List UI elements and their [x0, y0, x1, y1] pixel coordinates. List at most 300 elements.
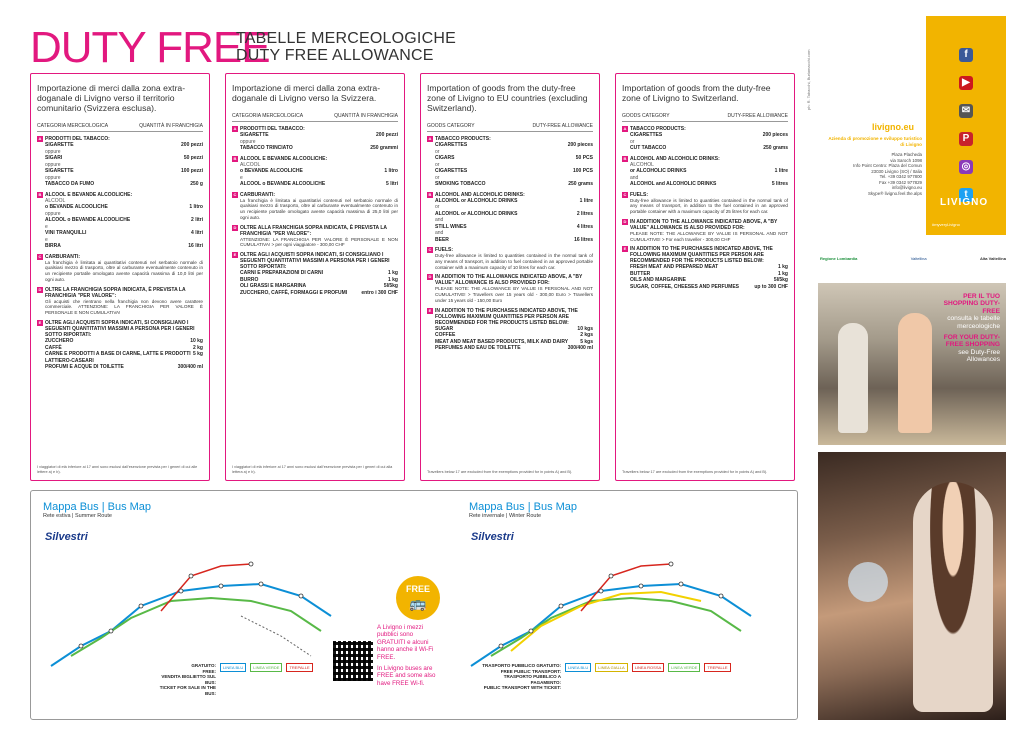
section-text: Duty-free allowance is limited to quantities contained in the normal tank of any means of transport, in addition to the fuel contained in an approved portable container with a maximum capacity of 25 litres for each car.: [630, 197, 788, 215]
section-heading: [622, 192, 788, 198]
contact-line: 23030 Livigno (SO) / Italia: [871, 168, 922, 174]
row-item: oppure: [45, 161, 61, 168]
section-heading-text: ALCOHOL AND ALCOHOLIC DRINKS:: [435, 191, 525, 198]
person-figure: [838, 323, 868, 433]
col-category: CATEGORIA MERCEOLOGICA: [232, 113, 304, 119]
row-item: CARNI E PREPARAZIONI DI CARNI: [240, 270, 323, 277]
row-item: SUGAR, COFFEE, CHEESES AND PERFUMES: [630, 283, 739, 290]
line-chip-green: LINEA VERDE: [250, 663, 282, 672]
table-row: [37, 243, 203, 250]
promo-en-pink: FOR YOUR DUTY-FREE SHOPPING: [943, 334, 1000, 349]
summer-legend: [156, 663, 346, 696]
section-badge: E: [38, 320, 42, 326]
section-heading: [37, 254, 203, 260]
legend-label: TRASPORTO PUBBLICO GRATUITO:: [482, 663, 561, 668]
contact-line[interactable]: info@livigno.eu: [891, 185, 922, 190]
section-heading: [232, 192, 398, 198]
section-heading: [232, 252, 398, 270]
row-value: 50 pezzi: [183, 155, 203, 161]
section-badge: A: [428, 136, 432, 141]
row-value: 200 pezzi: [376, 132, 398, 138]
section-badge: B: [38, 191, 42, 197]
row-value: 4 litres: [576, 223, 593, 230]
summer-map-header: [43, 501, 151, 519]
panel-it-to-ch: [225, 73, 405, 481]
contact-line: Fax +39 0342 977829: [879, 179, 922, 185]
org-name: Azienda di promozione e sviluppo turistico di Livigno: [828, 136, 922, 147]
row-item: MEAT AND MEAT BASED PRODUCTS, MILK AND DAIRY: [435, 338, 569, 345]
line-chip-trepalle: TREPALLE: [286, 663, 312, 672]
section-heading: [427, 274, 593, 286]
row-item: ALCOHOL and ALCOHOLIC DRINKS: [630, 181, 717, 187]
instagram-icon[interactable]: ◎: [959, 160, 973, 174]
livigno-logo: LIVIGNO: [940, 197, 989, 208]
summer-blue-line: [51, 584, 331, 666]
section-badge: A: [233, 126, 237, 131]
row-item: COFFEE: [435, 332, 456, 339]
allowance-section: [232, 252, 398, 296]
row-item: BUTTER: [630, 270, 651, 277]
row-value: 300/400 ml: [567, 345, 593, 352]
row-item: ALCOOL: [240, 161, 261, 168]
section-heading-text: OLTRE AGLI ACQUISTI SOPRA INDICATI, SI CONSIGLIANO I SEGUENTI QUANTITATIVI MASSIMI A PERSONA PER I GENERI SOTTO RIPORTATI:: [240, 252, 390, 271]
row-value: 200 pezzi: [181, 142, 203, 148]
row-value: 1 kg: [777, 264, 788, 271]
facebook-icon[interactable]: f: [959, 48, 973, 62]
row-value: 100 pezzi: [181, 168, 203, 174]
legend-label: FREE:: [202, 668, 216, 674]
legend-label: PUBLIC TRANSPORT WITH TICKET:: [483, 685, 561, 690]
winter-map-subtitle: Rete invernale | Winter Route: [469, 513, 542, 519]
section-heading: [622, 219, 788, 231]
allowance-section: [427, 192, 593, 244]
row-value: 250 g: [190, 181, 203, 187]
summer-green-line: [71, 598, 321, 656]
section-heading-text: PRODOTTI DEL TABACCO:: [45, 136, 110, 142]
winter-map-title: Mappa Bus | Bus Map: [469, 501, 578, 513]
allowance-section: [232, 192, 398, 221]
allowance-section: [622, 156, 788, 188]
row-item: CIGARETTES: [630, 132, 663, 138]
section-heading-text: OLTRE ALLA FRANCHIGIA SOPRA INDICATA, È PREVISTA LA FRANCHIGIA "PER VALORE":: [240, 224, 387, 237]
row-item: SIGARETTE: [45, 168, 74, 174]
section-heading: [37, 320, 203, 338]
row-item: e: [45, 223, 48, 230]
row-value: 2 kg: [192, 344, 203, 351]
table-row: [427, 345, 593, 352]
contact-block: [826, 152, 922, 196]
section-badge: C: [623, 191, 627, 197]
section-heading: [427, 136, 593, 142]
legend-label: TRASPORTO PUBBLICO A PAGAMENTO:: [503, 674, 561, 685]
allowance-section: [37, 192, 203, 250]
allowance-section: [37, 287, 203, 316]
section-heading-text: CARBURANTI:: [240, 191, 275, 198]
summer-map-title: Mappa Bus | Bus Map: [43, 501, 152, 513]
allowance-section: [232, 126, 398, 152]
line-chip-trepalle: TREPALLE: [704, 663, 730, 672]
legend-label: FREE PUBLIC TRANSPORT:: [500, 668, 561, 674]
allowance-section: [622, 126, 788, 152]
table-row: [622, 145, 788, 152]
table-row: [232, 181, 398, 188]
row-item: SMOKING TOBACCO: [435, 181, 486, 187]
section-heading: [622, 156, 788, 162]
table-header: [232, 113, 398, 122]
row-item: oppure: [45, 148, 61, 155]
col-allowance: DUTY-FREE ALLOWANCE: [727, 113, 788, 119]
row-item: SIGARI: [45, 155, 63, 161]
row-item: oppure: [240, 138, 256, 145]
row-value: 250 grams: [568, 181, 593, 187]
row-value: 1 kg: [777, 270, 788, 277]
panel-footnote: Travellers below 17 are excluded from the exemptions provided for in points A) and B).: [622, 470, 768, 475]
row-item: OILS AND MARGARINE: [630, 277, 686, 284]
row-item: BEER: [435, 236, 449, 243]
section-heading: [622, 126, 788, 132]
panel-title: Importazione di merci dalla zona extra-doganale di Livigno verso il territorio comunitario (Svizzera esclusa).: [37, 83, 186, 113]
allowance-section: [37, 254, 203, 283]
section-heading-text: IN ADDITION TO THE PURCHASES INDICATED ABOVE, THE FOLLOWING MAXIMUM QUANTITIES PER PERSON ARE RECOMMENDED FOR THE PRODUCTS LISTED BELOW:: [630, 246, 773, 265]
row-item: TABACCO DA FUMO: [45, 181, 95, 187]
qr-code[interactable]: [333, 641, 373, 681]
product-display: [848, 562, 888, 602]
row-value: 300/400 ml: [177, 364, 203, 371]
section-badge: D: [38, 286, 42, 292]
row-item: and: [630, 174, 639, 181]
hashtag: #myveryLivigno: [932, 222, 960, 227]
section-heading-text: TABACCO PRODUCTS:: [435, 136, 491, 142]
table-header: [37, 123, 203, 132]
row-value: 16 litri: [188, 243, 203, 249]
line-chip-green: LINEA VERDE: [668, 663, 700, 672]
panel-footnote: I viaggiatori di età inferiore ai 17 anni sono esclusi dall'esenzione prevista per i generi di cui alla lettera a) e b).: [232, 465, 393, 475]
row-value: 50 PCS: [575, 155, 593, 161]
row-value: 5 kg: [192, 351, 203, 358]
section-badge: B: [428, 191, 432, 197]
section-badge: A: [623, 126, 627, 131]
allowance-section: [622, 192, 788, 215]
col-allowance: DUTY-FREE ALLOWANCE: [532, 123, 593, 129]
panel-en-to-eu: [420, 73, 600, 481]
winter-green-line: [491, 598, 741, 656]
row-item: o BEVANDE ALCOOLICHE: [240, 168, 303, 174]
winter-brand-logo: Silvestri: [471, 531, 514, 543]
row-value: 5 litri: [386, 181, 398, 187]
row-item: OLI GRASSI E MARGARINA: [240, 283, 307, 290]
row-item: and: [435, 217, 444, 223]
table-row: [622, 284, 788, 291]
contact-line: Info Point Centro: Plaza del Comun: [853, 163, 922, 168]
promo-it-white: consulta le tabelle merceologiche: [947, 315, 1000, 330]
section-heading-text: TABACCO PRODUCTS:: [630, 126, 686, 132]
section-text: Gli acquisti che rientrano nella franchigia non devono avere carattere commerciale. ATTENZIONE: LA FRANCHIGIA PER VALORE È PERSONALE E NON CUMULATIVA!: [45, 298, 203, 316]
winter-legend: [481, 663, 781, 691]
panel-it-to-eu: [30, 73, 210, 481]
section-heading-text: OLTRE LA FRANCHIGIA SOPRA INDICATA, È PREVISTA LA FRANCHIGIA "PER VALORE":: [45, 286, 186, 299]
section-badge: B: [233, 155, 237, 161]
row-item: ALCOHOL: [630, 161, 654, 168]
section-heading-text: CARBURANTI:: [45, 253, 80, 260]
section-badge: D: [428, 274, 432, 280]
shopping-photo-street: [818, 283, 1006, 445]
section-heading: [232, 126, 398, 132]
line-chip-red: LINEA ROSSA: [632, 663, 664, 672]
legend-label: VENDITA BIGLIETTO SUL BUS:: [161, 674, 216, 685]
panel-footnote: Travellers below 17 are excluded from the exemptions provided for in points A) and B).: [427, 470, 573, 475]
allowance-section: [232, 225, 398, 249]
winter-route-map[interactable]: [461, 546, 781, 681]
col-allowance: QUANTITÀ IN FRANCHIGIA: [334, 113, 398, 119]
row-value: up to 300 CHF: [754, 283, 788, 290]
row-value: 5l/5kg: [383, 283, 398, 290]
row-item: e: [240, 174, 243, 181]
row-value: 10 kgs: [577, 325, 593, 332]
row-item: or ALCOHOLIC DRINKS: [630, 168, 687, 174]
section-text: La franchigia è limitata ai quantitativi contenuti nel serbatoio normale di qualsiasi mezzo di trasporto, oltre al carburante eventualmente contenuto in un recipiente portatile omologato avente capacità massima di 10,0 litri per ogni auto.: [45, 259, 203, 282]
row-value: 1 litro: [189, 204, 203, 210]
section-heading-text: IN ADDITION TO THE PURCHASES INDICATED ABOVE, THE FOLLOWING MAXIMUM QUANTITIES PER PERSON ARE RECOMMENDED FOR THE PRODUCTS LISTED BELOW:: [435, 307, 578, 326]
row-value: 2 kgs: [580, 332, 593, 339]
line-chip-yellow: LINEA GIALLA: [595, 663, 627, 672]
row-item: ALCOOL o BEVANDE ALCOOLICHE: [45, 217, 131, 223]
allowance-section: [622, 219, 788, 243]
sponsor-logos: [820, 243, 1006, 273]
table-row: [232, 290, 398, 297]
section-heading-text: ALCOOL E BEVANDE ALCOOLICHE:: [240, 155, 328, 162]
subtitle-it: TABELLE MERCEOLOGICHE: [236, 30, 456, 47]
table-row: [232, 145, 398, 152]
promo-it: [930, 293, 1000, 364]
panel-title: Importation of goods from the duty-free zone of Livigno to Switzerland.: [622, 83, 771, 103]
row-item: ALCOHOL or ALCOHOLIC DRINKS: [435, 197, 518, 204]
table-row: [37, 351, 203, 364]
section-heading: [37, 136, 203, 142]
section-text: ATTENZIONE: LA FRANCHIGIA PER VALORE È PERSONALE E NON CUMULATIVA! > per ogni viaggiatore - 300,00 CHF: [240, 236, 398, 248]
row-value: 5 kgs: [580, 338, 593, 345]
page-subtitle: [236, 30, 456, 64]
row-value: 200 pieces: [567, 142, 593, 148]
allowance-section: [37, 136, 203, 188]
row-value: 250 grams: [763, 145, 788, 151]
row-value: 1 litre: [579, 197, 593, 204]
section-badge: E: [623, 246, 627, 252]
row-item: PROFUMI E ACQUE DI TOILETTE: [45, 364, 124, 371]
winter-map-header: [469, 501, 577, 519]
row-value: entro i 300 CHF: [361, 289, 398, 296]
row-value: 200 pieces: [762, 132, 788, 138]
free-bus-badge: [396, 576, 440, 620]
allowance-section: [427, 308, 593, 352]
twitter-icon[interactable]: t: [959, 188, 973, 202]
row-value: 5l/5kg: [773, 277, 788, 284]
free-text-it: A Livigno i mezzi pubblici sono GRATUITI e alcuni hanno anche il Wi-Fi FREE.: [377, 624, 434, 661]
section-heading: [37, 287, 203, 299]
line-chip-blue: LINEA BLU: [565, 663, 591, 672]
panel-footnote: I viaggiatori di età inferiore ai 17 anni sono esclusi dall'esenzione prevista per i generi di cui alle lettere a) e b).: [37, 465, 198, 475]
row-item: CIGARETTES: [435, 168, 468, 174]
row-item: or: [630, 138, 635, 145]
section-badge: E: [428, 307, 432, 313]
summer-route-map[interactable]: [41, 546, 361, 681]
person-figure: [913, 482, 993, 712]
section-badge: C: [428, 247, 432, 252]
section-heading: [232, 225, 398, 237]
contact-line: Skype® livigno.feel.the.alps: [867, 190, 922, 196]
row-item: ALCOOL o BEVANDE ALCOOLICHE: [240, 181, 326, 187]
legend-label: TICKET FOR SALE IN THE BUS:: [159, 685, 216, 696]
youtube-icon[interactable]: ▶: [959, 76, 973, 90]
row-item: oppure: [45, 174, 61, 181]
allowance-section: [37, 320, 203, 371]
row-item: SIGARETTE: [240, 132, 269, 138]
section-heading: [427, 247, 593, 253]
bus-map-section: [30, 490, 798, 720]
row-item: oppure: [45, 210, 61, 217]
row-value: 5 litres: [771, 181, 788, 187]
bus-icon: 🚌: [409, 595, 427, 611]
row-item: SIGARETTE: [45, 142, 74, 148]
row-item: FRESH MEAT AND PREPARED MEAT: [630, 264, 719, 271]
row-value: 2 litres: [576, 210, 593, 217]
section-heading: [37, 192, 203, 198]
section-heading-text: FUELS:: [630, 191, 649, 198]
mail-icon[interactable]: ✉: [959, 104, 973, 118]
row-item: ALCOOL: [45, 197, 66, 204]
section-badge: C: [233, 191, 237, 197]
website-link[interactable]: livigno.eu: [872, 122, 915, 132]
legend-label: GRATUITO:: [191, 663, 216, 668]
table-row: [37, 181, 203, 188]
summer-map-subtitle: Rete estiva | Summer Route: [43, 513, 112, 519]
panel-en-to-ch: [615, 73, 795, 481]
row-item: or: [435, 204, 440, 210]
row-value: 2 litri: [191, 217, 203, 223]
section-badge: B: [623, 155, 627, 161]
promo-it-pink: PER IL TUO SHOPPING DUTY-FREE: [943, 293, 1000, 315]
panel-title: Importazione di merci dalla zona extra-doganale di Livigno verso la Svizzera.: [232, 83, 381, 103]
row-value: 10 kg: [190, 338, 203, 345]
section-text: La franchigia è limitata ai quantitativi contenuti nel serbatoio normale di qualsiasi mezzo di trasporto, oltre al carburante eventualmente contenuto in un recipiente portatile omologato avente capacità massima di 25,0 litri per ogni auto.: [240, 197, 398, 220]
contact-line: via Saroch 1098: [890, 157, 922, 163]
col-category: GOODS CATEGORY: [622, 113, 670, 119]
allowance-section: [427, 136, 593, 188]
free-bus-text: [377, 624, 439, 687]
section-text: Duty-free allowance is limited to quantities contained in the normal tank of any means of transport, in addition to fuel contained in an approved portable container with a maximum capacity of 10 litres for each car.: [435, 253, 593, 270]
allowance-section: [427, 274, 593, 303]
row-item: or: [435, 174, 440, 181]
row-value: 16 litres: [574, 236, 593, 243]
row-item: TABACCO TRINCIATO: [240, 145, 293, 151]
sponsor-alta-valtellina: Alta Valtellina: [979, 255, 1006, 261]
sponsor-regione-lombardia: Regione Lombardia: [820, 255, 858, 261]
col-category: CATEGORIA MERCEOLOGICA: [37, 123, 109, 129]
col-allowance: QUANTITÀ IN FRANCHIGIA: [139, 123, 203, 129]
summer-brand-logo: Silvestri: [45, 531, 88, 543]
panel-title: Importation of goods from the duty-free zone of Livigno to EU countries (excluding Switzerland).: [427, 83, 588, 113]
table-row: [427, 237, 593, 244]
row-item: CIGARETTES: [435, 142, 468, 148]
section-text: PLEASE NOTE: THE ALLOWANCE BY VALUE IS PERSONAL AND NOT CUMULATIVE! > Travellers over 15 years old - 300,00 Euro > Travellers under 15 years old - 150,00 Euro: [435, 286, 593, 303]
free-badge-text: FREE: [405, 584, 430, 594]
row-value: 4 litri: [191, 230, 203, 236]
section-badge: C: [38, 253, 42, 259]
table-row: [37, 364, 203, 371]
page-title: DUTY FREE: [30, 23, 270, 72]
section-badge: E: [233, 252, 237, 258]
person-figure: [898, 313, 932, 433]
section-badge: A: [38, 136, 42, 141]
contact-line: Plaza Placheda: [891, 152, 922, 157]
col-category: GOODS CATEGORY: [427, 123, 475, 129]
row-item: ZUCCHERO, CAFFÈ, FORMAGGI E PROFUMI: [240, 289, 348, 296]
row-item: ZUCCHERO: [45, 338, 74, 345]
section-heading-text: ALCOOL E BEVANDE ALCOOLICHE:: [45, 191, 133, 198]
row-item: or: [435, 161, 440, 168]
row-item: CARNE E PRODOTTI A BASE DI CARNE, LATTE E PRODOTTI LATTIERO-CASEARI: [45, 351, 191, 364]
section-heading-text: OLTRE AGLI ACQUISTI SOPRA INDICATI, SI CONSIGLIANO I SEGUENTI QUANTITATIVI MASSIMI A PERSONA PER I GENERI SOTTO RIPORTATI:: [45, 320, 195, 339]
row-item: e: [45, 236, 48, 243]
allowance-section: [427, 247, 593, 270]
allowance-section: [232, 156, 398, 188]
row-value: 250 grammi: [370, 145, 398, 151]
section-heading: [622, 246, 788, 264]
table-row: [622, 181, 788, 188]
row-item: BURRO: [240, 276, 259, 283]
section-heading: [427, 192, 593, 198]
line-chip-blue: LINEA BLU: [220, 663, 246, 672]
row-item: CIGARS: [435, 155, 455, 161]
row-item: SUGAR: [435, 325, 454, 332]
row-item: VINI TRANQUILLI: [45, 230, 87, 236]
row-item: o BEVANDE ALCOOLICHE: [45, 204, 108, 210]
section-text: PLEASE NOTE: THE ALLOWANCE BY VALUE IS PERSONAL AND NOT CUMULATIVE! > For each traveller - 300,00 CHF: [630, 230, 788, 242]
row-value: 1 kg: [387, 276, 398, 283]
allowance-section: [622, 246, 788, 290]
section-heading-text: PRODOTTI DEL TABACCO:: [240, 126, 305, 132]
row-item: or: [435, 148, 440, 155]
section-heading-text: IN ADDITION TO THE ALLOWANCE INDICATED ABOVE, A "BY VALUE" ALLOWANCE IS ALSO PROVIDED FOR:: [435, 274, 583, 287]
row-item: CAFFÈ: [45, 344, 62, 351]
section-heading-text: ALCOHOL AND ALCOHOLIC DRINKS:: [630, 155, 720, 162]
pinterest-icon[interactable]: P: [959, 132, 973, 146]
section-heading: [427, 308, 593, 326]
summer-road: [241, 616, 311, 656]
photo-credit: ph: R. Tabacchi, Burlamacchi.com: [806, 49, 811, 110]
row-value: 1 litro: [384, 168, 398, 174]
row-item: PERFUMES AND EAU DE TOILETTE: [435, 345, 521, 352]
row-item: STILL WINES: [435, 223, 467, 230]
sponsor-valtellina: Valtellina: [910, 255, 927, 261]
row-value: 1 litre: [774, 168, 788, 174]
shopping-photo-store: [818, 452, 1006, 720]
row-item: and: [435, 230, 444, 236]
table-row: [427, 181, 593, 188]
table-header: [427, 123, 593, 132]
section-badge: D: [623, 218, 627, 224]
table-header: [622, 113, 788, 122]
row-item: CUT TABACCO: [630, 145, 667, 151]
promo-en-white: see Duty-Free Allowances: [958, 348, 1000, 364]
subtitle-en: DUTY FREE ALLOWANCE: [236, 47, 434, 64]
section-heading-text: FUELS:: [435, 247, 454, 253]
section-badge: D: [233, 224, 237, 230]
section-heading: [232, 156, 398, 162]
free-text-en: In Livigno buses are FREE and some also have FREE Wi-fi.: [377, 665, 436, 687]
row-item: BIRRA: [45, 243, 61, 249]
row-value: 1 kg: [387, 270, 398, 277]
contact-line: Tel. +39 0342 977800: [879, 174, 922, 179]
